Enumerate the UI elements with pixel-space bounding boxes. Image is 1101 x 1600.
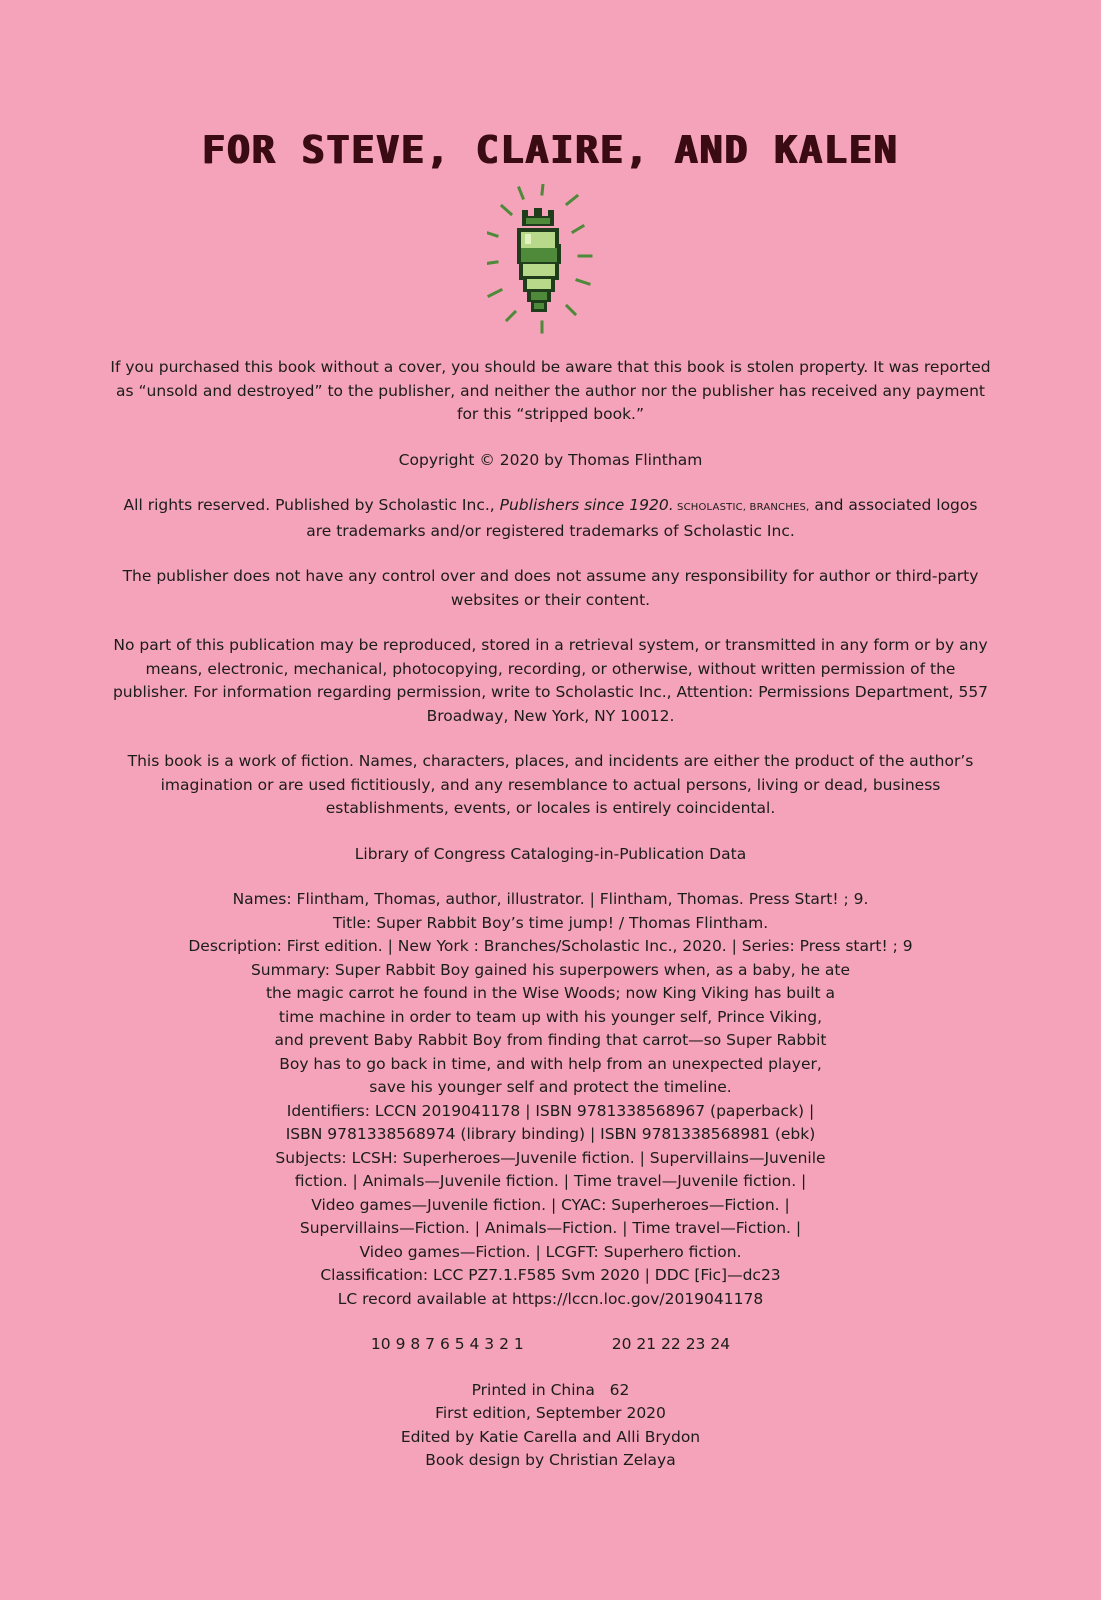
pixel-carrot-icon bbox=[487, 184, 615, 342]
rights-statement bbox=[110, 494, 991, 543]
design-credit: Book design by Christian Zelaya bbox=[425, 1451, 676, 1469]
cip-line: and prevent Baby Rabbit Boy from finding that carrot—so Super Rabbit bbox=[274, 1031, 827, 1049]
printed-in: Printed in China 62 bbox=[471, 1380, 630, 1399]
copyright-line: Copyright © 2020 by Thomas Flintham bbox=[398, 450, 703, 469]
rights-prefix: All rights reserved. Published by Scholastic Inc., bbox=[123, 496, 500, 514]
cip-line: Summary: Super Rabbit Boy gained his superpowers when, as a baby, he ate bbox=[250, 960, 851, 979]
cip-data bbox=[110, 888, 991, 1311]
cip-line: Boy has to go back in time, and with help from an unexpected player, bbox=[279, 1054, 822, 1073]
colophon bbox=[110, 1379, 991, 1473]
cip-line: Video games—Fiction. | LCGFT: Superhero fiction. bbox=[359, 1242, 742, 1261]
reproduction-notice: No part of this publication may be reproduced, stored in a retrieval system, or transmitted in any form or by any means, electronic, mechanical, photocopying, recording, or otherwise, without written permission of the publisher. For information regarding permission, write to Scholastic Inc., Attention: Permissions Department, 557 Broadway, New York, NY 10012. bbox=[112, 636, 989, 725]
cip-line: LC record available at https://lccn.loc.gov/2019041178 bbox=[337, 1289, 764, 1308]
cip-line: Video games—Juvenile fiction. | CYAC: Superheroes—Fiction. | bbox=[311, 1195, 790, 1214]
cip-line: fiction. | Animals—Juvenile fiction. | Time travel—Juvenile fiction. | bbox=[294, 1172, 807, 1190]
cip-line: Description: First edition. | New York : Branches/Scholastic Inc., 2020. | Series: Press start! ; 9 bbox=[188, 937, 913, 955]
cip-line: Names: Flintham, Thomas, author, illustrator. | Flintham, Thomas. Press Start! ; 9. bbox=[232, 890, 869, 908]
cip-line: save his younger self and protect the timeline. bbox=[369, 1078, 732, 1096]
dedication-title: FOR STEVE, CLAIRE, AND KALEN bbox=[202, 128, 899, 172]
cip-line: ISBN 9781338568974 (library binding) | ISBN 9781338568981 (ebk) bbox=[285, 1125, 816, 1143]
rights-tagline: Publishers since 1920. bbox=[499, 496, 674, 514]
printing-line bbox=[110, 1333, 991, 1357]
cip-line: Title: Super Rabbit Boy’s time jump! / Thomas Flintham. bbox=[332, 913, 769, 932]
legal-text bbox=[110, 356, 991, 1473]
edition-line: First edition, September 2020 bbox=[435, 1404, 666, 1422]
rights-suffix: and associated logos are trademarks and/or registered trademarks of Scholastic Inc. bbox=[306, 496, 978, 540]
cip-line: the magic carrot he found in the Wise Woods; now King Viking has built a bbox=[265, 984, 836, 1002]
cip-line: Identifiers: LCCN 2019041178 | ISBN 9781338568967 (paperback) | bbox=[286, 1101, 815, 1120]
third-party-disclaimer: The publisher does not have any control over and does not assume any responsibility for author or third-party websites or their content. bbox=[122, 567, 979, 609]
printing-numbers: 10 9 8 7 6 5 4 3 2 1 bbox=[370, 1335, 524, 1353]
stripped-book-notice: If you purchased this book without a cover, you should be aware that this book is stolen property. It was reported as “unsold and destroyed” to the publisher, and neither the author nor the publisher has received any payment for this “stripped book.” bbox=[110, 358, 991, 423]
cip-line: time machine in order to team up with his younger self, Prince Viking, bbox=[278, 1007, 823, 1026]
cip-line: Supervillains—Fiction. | Animals—Fiction. | Time travel—Fiction. | bbox=[299, 1219, 802, 1237]
year-numbers: 20 21 22 23 24 bbox=[611, 1335, 731, 1353]
cip-line: Classification: LCC PZ7.1.F585 Svm 2020 | DDC [Fic]—dc23 bbox=[320, 1266, 781, 1284]
cip-line: Subjects: LCSH: Superheroes—Juvenile fiction. | Supervillains—Juvenile bbox=[275, 1148, 826, 1167]
cip-heading: Library of Congress Cataloging-in-Publication Data bbox=[354, 844, 747, 863]
fiction-disclaimer: This book is a work of fiction. Names, characters, places, and incidents are either the product of the author’s imagination or are used fictitiously, and any resemblance to actual persons, living or dead, business establishments, events, or locales is entirely coincidental. bbox=[127, 752, 974, 817]
editors-line: Edited by Katie Carella and Alli Brydon bbox=[400, 1427, 701, 1446]
rights-trademarks: SCHOLASTIC, BRANCHES, bbox=[673, 502, 810, 513]
